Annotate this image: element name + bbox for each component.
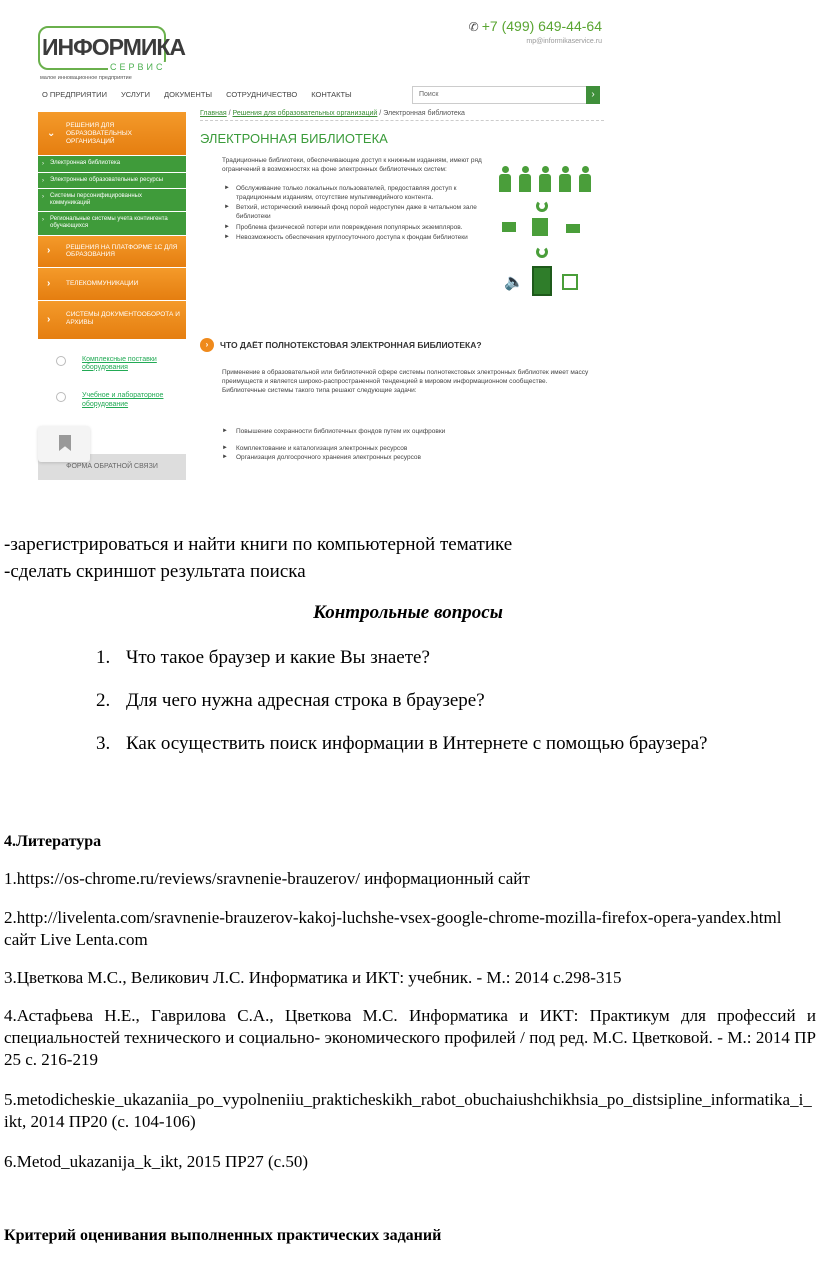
feedback-form-button[interactable]: ФОРМА ОБРАТНОЙ СВЯЗИ xyxy=(38,454,186,480)
list-item: ► Ветхий, исторический книжный фонд порой недоступен даже в читальном зале библиотеки xyxy=(222,203,492,221)
section-text: Применение в образовательной или библиотечной сфере системы полнотекстовых электронных библиотек имеет массу преимуществ и является широко-распространенной тенденцией в мировом информационном сообществе. Библиотечные системы такого типа решают следующие задачи: xyxy=(222,369,589,395)
arrow-icon: › xyxy=(42,217,44,224)
person-icon xyxy=(538,166,552,194)
list-item: ► Организация долгосрочного хранения электронных ресурсов xyxy=(222,454,592,461)
email-address: mp@informikaservice.ru xyxy=(526,38,602,45)
nav-item-contacts[interactable]: КОНТАКТЫ xyxy=(311,90,352,99)
page-title: ЭЛЕКТРОННАЯ БИБЛИОТЕКА xyxy=(200,131,388,146)
literature-item: 3.Цветкова М.С., Великович Л.С. Информатика и ИКТ: учебник. - М.: 2014 с.298-315 xyxy=(4,968,622,987)
search-button[interactable] xyxy=(586,86,600,104)
person-icon xyxy=(558,166,572,194)
person-icon xyxy=(498,166,512,194)
phone-number: ✆ +7 (499) 649-44-64 xyxy=(468,18,602,34)
chevron-down-icon: ⌄ xyxy=(47,127,56,139)
nav-item-documents[interactable]: ДОКУМЕНТЫ xyxy=(164,90,213,99)
list-item: ► Проблема физической потери или повреждения популярных экземпляров. xyxy=(222,223,492,232)
control-questions-title: Контрольные вопросы xyxy=(313,602,503,623)
list-item: ► Невозможность обеспечения круглосуточного доступа к фондам библиотеки xyxy=(222,233,492,242)
search-input[interactable]: Поиск › xyxy=(412,86,600,104)
nav-item-services[interactable]: УСЛУГИ xyxy=(120,90,151,99)
question-item: 1. Что такое браузер и какие Вы знаете? xyxy=(96,647,430,668)
arrow-icon: › xyxy=(42,193,44,200)
sidebar-subitem-communications[interactable]: › Системы персонифицированных коммуникаций xyxy=(38,189,186,212)
chevron-right-icon: › xyxy=(47,313,51,325)
sidebar-link-equipment[interactable]: Комплексные поставки оборудования xyxy=(38,356,186,373)
sidebar-item-education[interactable]: ⌄ РЕШЕНИЯ ДЛЯ ОБРАЗОВАТЕЛЬНЫХ ОРГАНИЗАЦИЙ xyxy=(38,112,186,156)
literature-item: 1.https://os-chrome.ru/reviews/sravnenie-brauzerov/ информационный сайт xyxy=(4,869,530,888)
literature-heading: 4.Литература xyxy=(4,833,102,850)
sidebar-link-lab[interactable]: Учебное и лабораторное оборудование xyxy=(38,392,186,409)
literature-item: 2.http://livelenta.com/sravnenie-brauzerov-kakoj-luchshe-vsex-google-chrome-mozilla-firefox-opera-yandex.html сайт Live Lenta.com xyxy=(4,908,782,949)
top-navigation xyxy=(42,90,352,99)
chevron-right-icon: › xyxy=(47,245,51,257)
literature-item: 6.Metod_ukazanija_k_ikt, 2015 ПР27 (с.50) xyxy=(4,1152,309,1171)
limitations-list xyxy=(222,184,492,242)
section-heading: ЧТО ДАЁТ ПОЛНОТЕКСТОВАЯ ЭЛЕКТРОННАЯ БИБЛИОТЕКА? xyxy=(220,340,482,350)
phone-icon: ✆ xyxy=(468,20,479,34)
sidebar-item-docflow[interactable]: › СИСТЕМЫ ДОКУМЕНТООБОРОТА И АРХИВЫ xyxy=(38,301,186,340)
question-item: 3. Как осуществить поиск информации в Интернете с помощью браузера? xyxy=(96,733,708,754)
bookmark-button[interactable] xyxy=(38,426,90,462)
book-icon xyxy=(532,266,552,296)
arrow-icon: › xyxy=(42,177,44,184)
company-logo xyxy=(38,20,186,90)
list-item: ► Повышение сохранности библиотечных фондов путем их оцифровки xyxy=(222,428,592,435)
literature-item: 4.Астафьева Н.Е., Гаврилова С.А., Цветкова М.С. Информатика и ИКТ: Практикум для профессий и специальностей технического и социально- экономического профилей / под ред. М.С. Цветковой. - М.: 2014 ПР 25 с. 216-219 xyxy=(4,1006,816,1069)
chevron-right-icon: › xyxy=(47,278,51,289)
gear-icon xyxy=(56,356,66,366)
logo-text: ИНФОРМИКА xyxy=(42,34,186,60)
sidebar-subitem-resources[interactable]: › Электронные образовательные ресурсы xyxy=(38,173,186,189)
sidebar-subitem-contingent[interactable]: › Региональные системы учета контингента обучающихся xyxy=(38,212,186,235)
sidebar-subitem-library[interactable]: › Электронная библиотека xyxy=(38,156,186,172)
refresh-icon xyxy=(536,246,548,258)
tablet-icon xyxy=(532,218,548,236)
main-content xyxy=(200,110,604,461)
laptop-icon xyxy=(566,224,580,233)
breadcrumb-current: Электронная библиотека xyxy=(383,110,465,117)
tasks-list xyxy=(222,428,592,471)
person-icon xyxy=(518,166,532,194)
website-screenshot xyxy=(36,12,606,482)
person-icon xyxy=(578,166,592,194)
list-item: ► Обслуживание только локальных пользователей, предоставляя доступ к традиционным изданиям, отсутствие мультимедийного контента. xyxy=(222,184,492,202)
refresh-icon xyxy=(536,200,548,212)
logo-tagline: малое инновационное предприятие xyxy=(40,75,132,81)
sidebar xyxy=(38,112,186,429)
list-item: ► Комплектование и каталогизация электронных ресурсов xyxy=(222,445,592,452)
breadcrumb-section[interactable]: Решения для образовательных организаций xyxy=(232,110,378,117)
intro-text: Традиционные библиотеки, обеспечивающие доступ к книжным изданиям, имеют ряд ограничений в возможностях на фоне электронных библиотечных систем: xyxy=(222,157,482,174)
arrow-circle-icon: › xyxy=(200,338,214,352)
questions-list xyxy=(96,644,816,773)
literature-item: 5.metodicheskie_ukazaniia_po_vypolneniiu_prakticheskikh_rabot_obuchaiushchikhsia_po_distsipline_informatika_i_ikt, 2014 ПР20 (с. 104-106) xyxy=(4,1090,812,1131)
bookmark-icon xyxy=(59,435,71,451)
nav-item-about[interactable]: О ПРЕДПРИЯТИИ xyxy=(42,90,107,99)
breadcrumb: Главная / Решения для образовательных организаций / Электронная библиотека xyxy=(200,110,465,117)
question-item: 2. Для чего нужна адресная строка в браузере? xyxy=(96,690,485,711)
flask-icon xyxy=(56,392,66,402)
device-icon xyxy=(502,222,516,232)
film-icon xyxy=(562,274,578,290)
speaker-icon: 🔈 xyxy=(504,274,524,291)
breadcrumb-home[interactable]: Главная xyxy=(200,110,227,117)
logo-subtext: СЕРВИС xyxy=(110,62,166,72)
sidebar-item-telecom[interactable]: › ТЕЛЕКОММУНИКАЦИИ xyxy=(38,268,186,301)
assignment-line: -сделать скриншот результата поиска xyxy=(4,561,306,582)
nav-item-cooperation[interactable]: СОТРУДНИЧЕСТВО xyxy=(226,90,298,99)
chevron-right-icon: › xyxy=(591,89,595,100)
arrow-icon: › xyxy=(42,161,44,168)
criteria-heading: Критерий оценивания выполненных практических заданий xyxy=(4,1227,442,1244)
sidebar-item-1c[interactable]: › РЕШЕНИЯ НА ПЛАТФОРМЕ 1С ДЛЯ ОБРАЗОВАНИЯ xyxy=(38,236,186,269)
library-illustration xyxy=(498,166,598,306)
assignment-line: -зарегистрироваться и найти книги по компьютерной тематике xyxy=(4,534,513,555)
